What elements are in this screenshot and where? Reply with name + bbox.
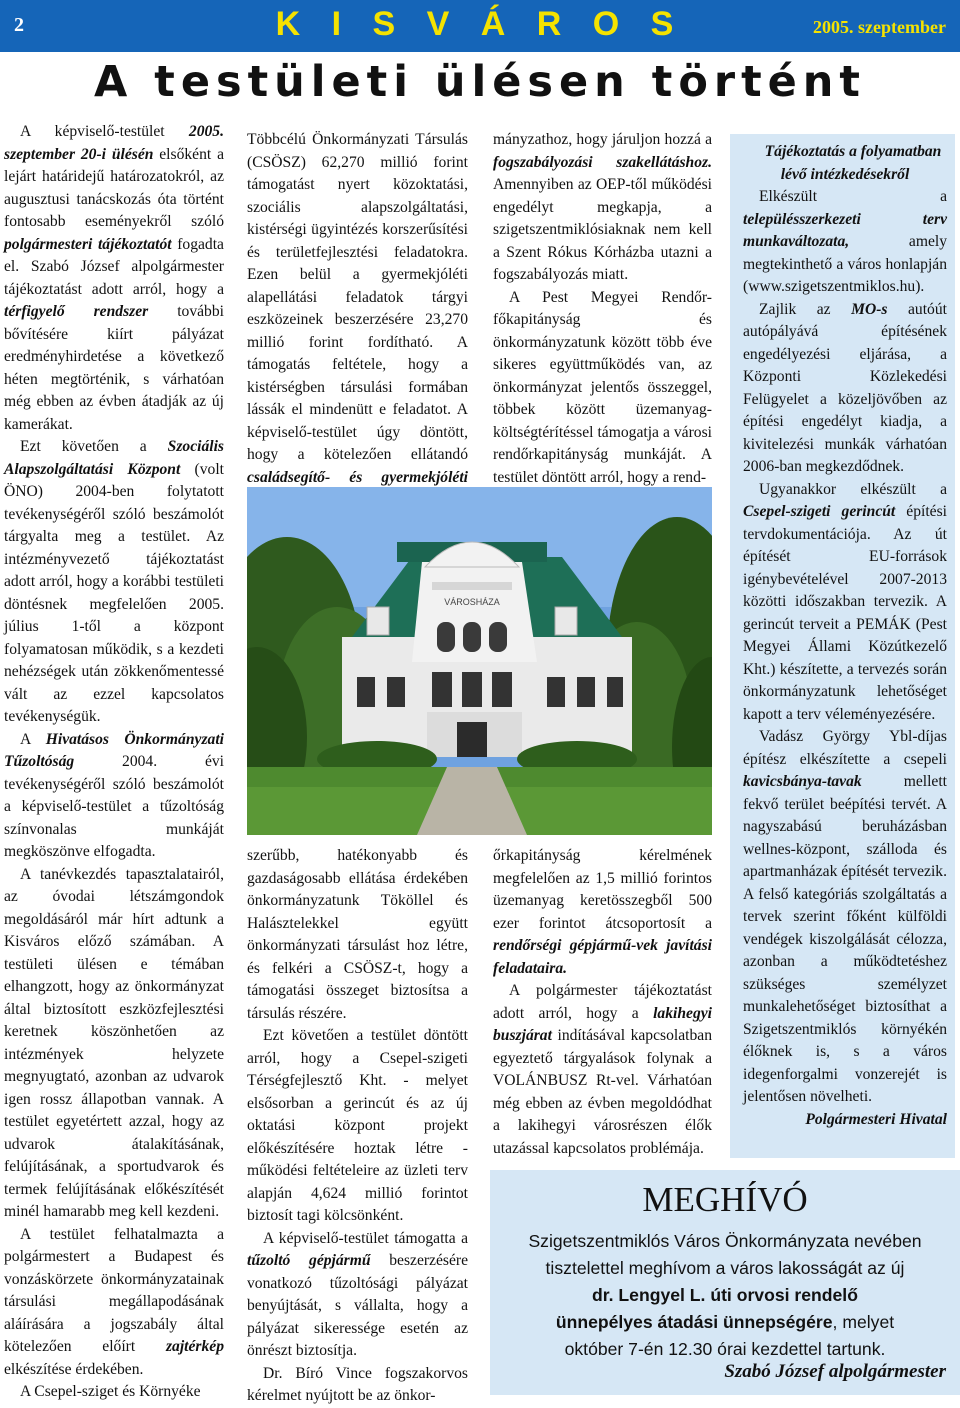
invitation-title: MEGHÍVÓ [642,1180,808,1219]
paragraph: A polgármester tájékoztatást adott arról, hogy a lakihegyi buszjárat indításával kapcsolatban egyeztető tárgyalások folynak a VOLÁNBUSZ Rt-vel. Várhatóan még ebben az évben megoldódhat a lakihegyi városrészen élők utazással kapcsolatos problémája. [493,982,712,1157]
paragraph: A Csepel-sziget és Környéke [20,1383,201,1400]
sidebar-signature: Polgármesteri Hivatal [805,1110,947,1128]
invitation-body [498,1228,952,1363]
article-column-3-bottom [493,845,712,1160]
article-column-1 [4,121,224,1404]
paragraph: A tanévkezdés tapasztalatairól, az óvodai létszámgondok megoldásáról már hírt adtunk a Kisváros előző számában. A testületi ülésen e témában elhangzott, hogy az önkormányzat által biztosított eszközfejlesztési keretnek köszönhetően az intézmények helyzete megnyugtató, azonban az udvarok igen rossz állapotban vannak. A testület egyetértett azzal, hogy az udvarok átalakításának, felújításának, a sportudvarok és termek felújításának előkészítését minél hamarabb meg kell kezdeni. [4,865,224,1220]
article-column-3-top [493,129,712,489]
paragraph: A testület felhatalmazta a polgármestert a Budapest és vonzáskörzete önkormányzatainak társulási megállapodásának aláírására a jogszabály által kötelezően előírt zajtérkép elkészítése érdekében. [4,1225,224,1378]
paragraph: Elkészült a településszerkezeti terv munkaváltozata, amely megtekinthető a város honlapján (www.szigetszentmiklos.hu). [743,188,947,295]
paragraph: Többcélú Önkormányzati Társulás (CSÖSZ) 62,270 millió forint támogatást nyert közoktatási, szociális alapszolgáltatási, kistérségi ügyintézés korszerűsítési és területfejlesztési feladatokra. Ezen belül a gyermekjóléti alapellátási feladatok tárgyi eszközeinek beszerzésére 23,270 millió forint fordítható. A támogatás feltétele, hogy a kistérségben társulási formában lássák el mindenütt e feladatot. A képviselő-testület úgy döntött, hogy a kötelezően ellátandó családsegítő- és gyermekjóléti [247,131,468,486]
sidebar-text [730,134,955,1131]
sidebar-title: Tájékoztatás a folyamatban lévő intézkedésekről [764,143,942,183]
paragraph: Ezt követően a testület döntött arról, hogy a Csepel-szigeti Térségfejlesztő Kht. - melyet elsősorban a gerincút és az új oktatási központ projekt előkészítésére hoztak létre - működési feltételeire az üzleti terv alapján 4,624 millió forintot biztosít tagi kölcsönként. [247,1027,468,1224]
invitation-line: Szigetszentmiklós Város Önkormányzata nevében [528,1231,922,1251]
paragraph: Ugyanakkor elkészült a Csepel-szigeti gerincút építési tervdokumentációja. Az út építését EU-források igénybevételével 2007-2013 közötti időszakban tervezik. A gerincút terveit a PEMÁK (Pest Megyei Állami Közútkezelő Kht.) készítette, a tervezés során önkormányzatunk lehetőséget kapott a terv véleményezésére. [743,480,947,723]
invitation-line: ünnepélyes átadási ünnepségére, melyet [555,1312,895,1332]
entrance-door [457,722,487,757]
paragraph: őrkapitányság kérelmének megfelelően az 1,5 millió forintos üzemanyag keretösszegből 500 ezer forintot átcsoportosít a rendőrségi gépjármű-vek javítási feladataira. [493,847,712,977]
paragraph: Vadász György Ybl-díjas építész elkészítette a csepeli kavicsbánya-tavak mellett fekvő terület beépítési tervét. A nagyszabású beruházásban wellnes-központ, szálloda és apartmanházak építését tervezik. A felső kategóriás szolgáltatás a tervek szerint főként külföldi vendégek kiszolgálását célozza, azonban a működtetéshez szükséges személyzet munkalehetőséget biztosíthat a Szigetszentmiklós környékén élőknek is, s a város idegenforgalmi vonzerejét is jelentősen növelheti. [743,728,947,1105]
town-hall-photo [247,487,712,835]
paragraph: Zajlik az MO-s autóút autópályává építésének engedélyezési eljárása, a Központi Közlekedési Felügyelet a közeljövőben az építési engedélyt kiadja, a kivitelezési munkák várhatóan 2006-ban megkezdődnek. [743,300,947,475]
paragraph: Ezt követően a Szociális Alapszolgáltatási Központ (volt ÖNO) 2004-ben folytatott tevékenységéről szóló beszámolót tárgyalta meg a testület. Az intézményvezető tájékoztatást adott arról, hogy a korábbi testületi döntésnek megfelelően 2005. július 1-től a központ folyamatosan működik, s a kezdeti nehézségek után zökkenőmentessé vált az ezzel kapcsolatos tevékenységük. [4,438,224,725]
invitation-location: dr. Lengyel L. úti orvosi rendelő [592,1285,858,1305]
paragraph: A Pest Megyei Rendőr-főkapitányság és önkormányzatunk között több éve sikeres együttműködés van, az önkormányzat jelentős összeggel, többek között üzemanyag-költségtérítéssel támogatja a városi rendőrkapitányság munkáját. A testület döntött arról, hogy a rend- [493,288,712,486]
invitation-box [490,1170,960,1395]
invitation-line: tisztelettel meghívom a város lakosságát az új [545,1258,905,1278]
invitation-signature: Szabó József alpolgármester [724,1361,946,1382]
paragraph: A képviselő-testület támogatta a tűzoltó gépjármű beszerzésére vonatkozó tűzoltósági pályázat benyújtását, s vállalta, hogy a pályázat sikeressége esetén az önrészt biztosítja. [247,1229,469,1359]
invitation-time: október 7-én 12.30 órai kezdettel tartunk. [564,1339,886,1359]
issue-date: 2005. szeptember [813,17,946,37]
paragraph: mányzathoz, hogy járuljon hozzá a fogszabályozási szakellátáshoz. Amennyiben az OEP-től működési engedélyt megkapja, a szigetszentmiklósiaknak nem kell a Szent Rókus Kórházba utazni a fogszabályozás miatt. [493,131,712,283]
paragraph: A képviselő-testület 2005. szeptember 20-i ülésén elsőként a lejárt határidejű határozatokról, az augusztusi tanácskozás óta történt fontosabb eseményekről szóló polgármesteri tájékoztatót fogadta el. Szabó József alpolgármester tájékoztatást adott arról, hogy a térfigyelő rendszer további bővítésére kiírt pályázat eredményhirdetése a következő héten megtörténik, s várhatóan még ebben az évben átadják az új kamerákat. [4,123,224,433]
article-column-2-bottom [247,845,468,1408]
paragraph: szerűbb, hatékonyabb és gazdaságosabb ellátása érdekében önkormányzatunk Tököllel és Halásztelekkel együtt önkormányzati társulást hoz létre, és felkéri a CSÖSZ-t, hogy a támogatási összeget biztosítsa a társulás részére. [247,847,468,1022]
paragraph: A Hivatásos Önkormányzati Tűzoltóság 2004. évi tevékenységéről szóló beszámolót a képviselő-testület a tűzoltóság színvonalas munkáját megköszönve elfogadta. [4,730,224,860]
info-sidebar [730,134,955,1158]
building-sign: VÁROSHÁZA [444,597,500,607]
page-header [0,0,960,52]
article-column-2-top [247,129,468,512]
newspaper-title: K I S V Á R O S [275,5,685,43]
page-number: 2 [14,14,24,36]
article-headline: A testületi ülésen történt [94,57,866,107]
paragraph: Dr. Bíró Vince fogszakorvos kérelmet nyújtott be az önkor- [247,1364,468,1404]
